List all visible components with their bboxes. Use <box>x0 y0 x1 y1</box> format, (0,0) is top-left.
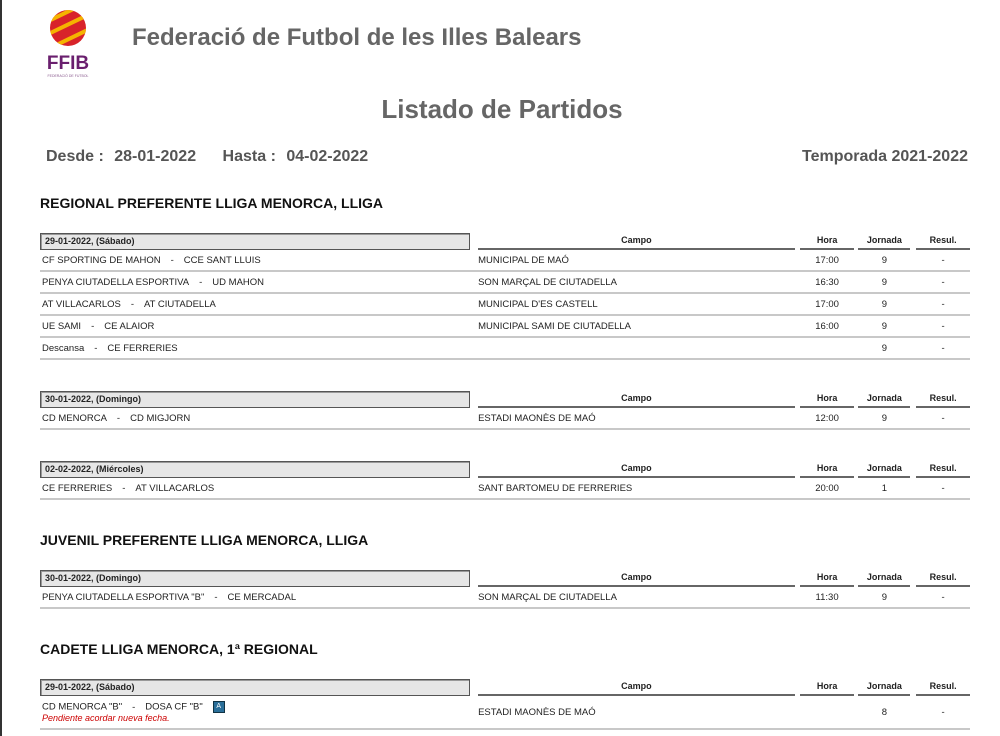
away-team: DOSA CF "B" <box>145 701 203 713</box>
teams-line <box>42 413 474 424</box>
jornada-cell: 8 <box>881 706 887 718</box>
campo-cell: SON MARÇAL DE CIUTADELLA <box>478 276 617 288</box>
section-title: CADETE LLIGA MENORCA, 1ª REGIONAL <box>40 641 318 657</box>
teams-line <box>42 701 474 713</box>
hasta-label: Hasta : <box>222 148 276 165</box>
teams-cell <box>40 299 474 310</box>
match-day-group <box>40 233 970 360</box>
away-team: CD MIGJORN <box>130 412 191 424</box>
section-title: REGIONAL PREFERENTE LLIGA MENORCA, LLIGA <box>40 195 384 211</box>
away-team: CE MERCADAL <box>227 591 297 603</box>
away-team: CCE SANT LLUIS <box>183 254 261 266</box>
teams-line <box>42 255 474 266</box>
svg-text:FEDERACIÓ DE FUTBOL: FEDERACIÓ DE FUTBOL <box>47 74 89 78</box>
campo-cell: SON MARÇAL DE CIUTADELLA <box>478 591 617 603</box>
date-cell <box>40 391 474 408</box>
away-team: CE ALAIOR <box>104 320 155 332</box>
result-cell: - <box>941 482 945 494</box>
jornada-cell: 1 <box>881 482 887 494</box>
column-header-campo: Campo <box>478 391 795 408</box>
campo-cell: MUNICIPAL D'ES CASTELL <box>478 298 598 310</box>
away-team: UD MAHON <box>212 276 265 288</box>
column-header-campo: Campo <box>478 233 795 250</box>
campo-cell: MUNICIPAL SAMI DE CIUTADELLA <box>478 320 632 332</box>
campo-cell: SANT BARTOMEU DE FERRERIES <box>478 482 633 494</box>
match-day-group <box>40 679 970 730</box>
section-title: JUVENIL PREFERENTE LLIGA MENORCA, LLIGA <box>40 532 369 548</box>
campo-cell: ESTADI MAONÈS DE MAÓ <box>478 412 596 424</box>
hora-cell: 12:00 <box>815 412 839 424</box>
column-header-hora: Hora <box>800 233 855 250</box>
teams-line <box>42 299 474 310</box>
match-row[interactable] <box>40 587 970 609</box>
column-header-hora: Hora <box>800 461 855 478</box>
jornada-cell: 9 <box>881 276 887 288</box>
teams-cell <box>40 321 474 332</box>
column-header-resul: Resul. <box>916 679 970 696</box>
separator: - <box>91 320 95 332</box>
date-cell <box>40 233 474 250</box>
home-team: PENYA CIUTADELLA ESPORTIVA "B" <box>42 591 205 603</box>
group-header <box>40 570 970 587</box>
jornada-cell: 9 <box>881 254 887 266</box>
competition-section <box>40 640 970 730</box>
result-cell: - <box>941 320 945 332</box>
group-header <box>40 679 970 696</box>
home-team: PENYA CIUTADELLA ESPORTIVA <box>42 276 190 288</box>
group-header <box>40 461 970 478</box>
campo-cell: MUNICIPAL DE MAÓ <box>478 254 569 266</box>
jornada-cell: 9 <box>881 342 887 354</box>
hora-cell: 11:30 <box>815 591 839 603</box>
home-team: AT VILLACARLOS <box>42 298 121 310</box>
separator: - <box>94 342 98 354</box>
hora-cell: 20:00 <box>815 482 839 494</box>
match-date: 29-01-2022, (Sábado) <box>40 679 470 696</box>
match-row[interactable] <box>40 272 970 294</box>
result-cell: - <box>941 298 945 310</box>
column-header-resul: Resul. <box>916 391 970 408</box>
group-header <box>40 391 970 408</box>
match-date: 02-02-2022, (Miércoles) <box>40 461 470 478</box>
info-badge-icon[interactable]: A <box>213 701 225 713</box>
column-header-jornada: Jornada <box>858 461 910 478</box>
home-team: CD MENORCA "B" <box>42 701 123 713</box>
column-header-jornada: Jornada <box>858 679 910 696</box>
group-header <box>40 233 970 250</box>
match-row[interactable] <box>40 696 970 730</box>
jornada-cell: 9 <box>881 412 887 424</box>
season: Temporada 2021-2022 <box>801 148 968 165</box>
match-date: 30-01-2022, (Domingo) <box>40 391 470 408</box>
separator: - <box>170 254 174 266</box>
jornada-cell: 9 <box>881 591 887 603</box>
result-cell: - <box>941 706 945 718</box>
date-cell <box>40 461 474 478</box>
teams-cell <box>40 592 474 603</box>
result-cell: - <box>941 254 945 266</box>
home-team: UE SAMI <box>42 320 82 332</box>
match-row[interactable] <box>40 294 970 316</box>
column-header-hora: Hora <box>800 570 855 587</box>
home-team: Descansa <box>42 342 85 354</box>
match-list <box>40 194 970 736</box>
jornada-cell: 9 <box>881 320 887 332</box>
desde-value: 28-01-2022 <box>114 148 197 165</box>
hasta-value: 04-02-2022 <box>286 148 369 165</box>
teams-cell <box>40 255 474 266</box>
date-cell <box>40 570 474 587</box>
match-row[interactable] <box>40 408 970 430</box>
teams-cell <box>40 483 474 494</box>
jornada-cell: 9 <box>881 298 887 310</box>
separator: - <box>214 591 218 603</box>
match-date: 30-01-2022, (Domingo) <box>40 570 470 587</box>
match-day-group <box>40 461 970 500</box>
separator: - <box>199 276 203 288</box>
column-header-jornada: Jornada <box>858 233 910 250</box>
column-header-hora: Hora <box>800 679 855 696</box>
campo-cell: ESTADI MAONÈS DE MAÓ <box>478 706 596 718</box>
teams-cell <box>40 277 474 288</box>
competition-section <box>40 531 970 609</box>
hora-cell: 17:00 <box>815 298 839 310</box>
column-header-resul: Resul. <box>916 570 970 587</box>
hora-cell: 17:00 <box>815 254 839 266</box>
teams-cell <box>40 413 474 424</box>
result-cell: - <box>941 276 945 288</box>
home-team: CD MENORCA <box>42 412 107 424</box>
match-note: Pendiente acordar nueva fecha. <box>42 713 170 723</box>
column-header-jornada: Jornada <box>858 570 910 587</box>
hora-cell: 16:00 <box>815 320 839 332</box>
desde-label: Desde : <box>46 148 104 165</box>
date-range <box>46 148 374 166</box>
column-header-resul: Resul. <box>916 233 970 250</box>
column-header-jornada: Jornada <box>858 391 910 408</box>
teams-line <box>42 343 474 354</box>
separator: - <box>130 298 135 310</box>
svg-text:FFIB: FFIB <box>46 53 90 74</box>
result-cell: - <box>941 412 945 424</box>
home-team: CE FERRERIES <box>42 482 113 494</box>
column-header-campo: Campo <box>478 570 795 587</box>
home-team: CF SPORTING DE MAHON <box>42 254 161 266</box>
away-team: AT CIUTADELLA <box>144 298 216 310</box>
ffib-logo <box>38 8 98 80</box>
teams-cell <box>40 701 474 723</box>
teams-cell <box>40 343 474 354</box>
match-row[interactable] <box>40 338 970 360</box>
teams-line <box>42 483 474 494</box>
column-header-campo: Campo <box>478 461 795 478</box>
organization-name: Federació de Futbol de les Illes Balears <box>132 24 582 51</box>
match-row[interactable] <box>40 316 970 338</box>
match-date: 29-01-2022, (Sábado) <box>40 233 470 250</box>
away-team: AT VILLACARLOS <box>135 482 215 494</box>
separator: - <box>116 412 121 424</box>
competition-section <box>40 194 970 500</box>
result-cell: - <box>941 342 945 354</box>
result-cell: - <box>941 591 945 603</box>
teams-line <box>42 277 474 288</box>
separator: - <box>132 701 136 713</box>
away-team: CE FERRERIES <box>107 342 178 354</box>
separator: - <box>122 482 126 494</box>
teams-line <box>42 592 474 603</box>
column-header-campo: Campo <box>478 679 795 696</box>
column-header-hora: Hora <box>800 391 855 408</box>
page-title: Listado de Partidos <box>381 94 623 124</box>
match-row[interactable] <box>40 478 970 500</box>
hora-cell: 16:30 <box>815 276 839 288</box>
date-cell <box>40 679 474 696</box>
match-day-group <box>40 391 970 430</box>
column-header-resul: Resul. <box>916 461 970 478</box>
teams-line <box>42 321 474 332</box>
match-day-group <box>40 570 970 609</box>
match-row[interactable] <box>40 250 970 272</box>
